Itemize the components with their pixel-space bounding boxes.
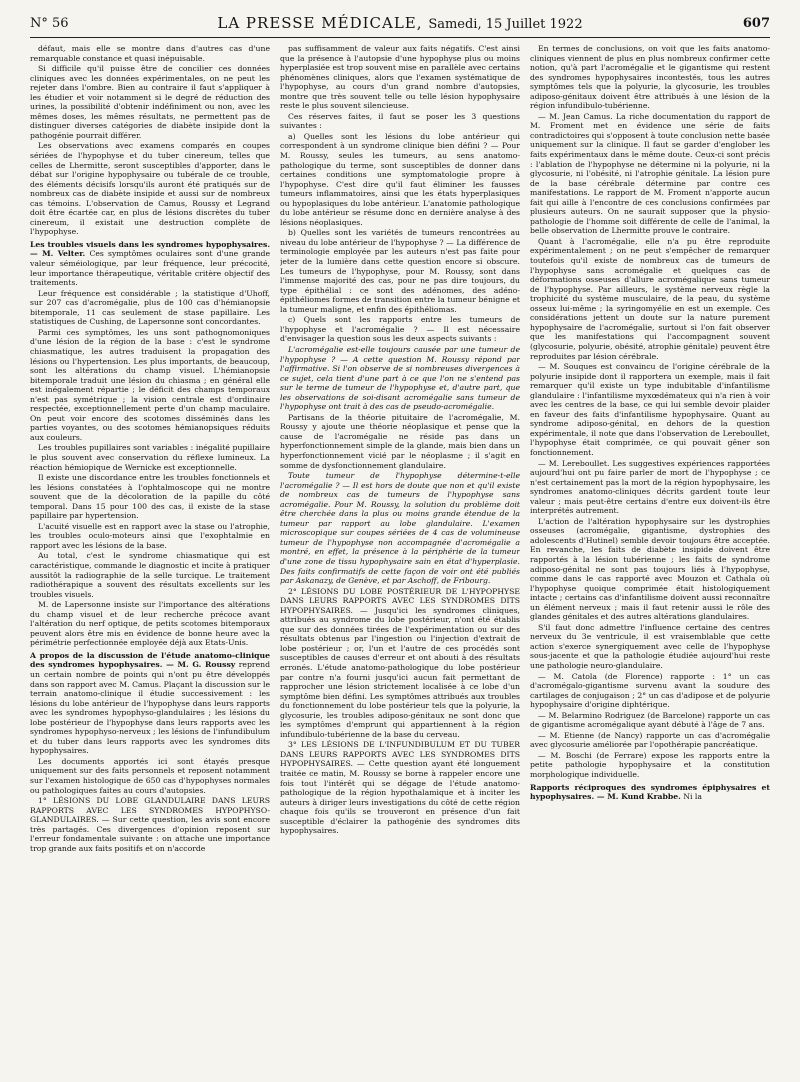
paragraph: Partisans de la théorie pituitaire de l'acromégalie, M. Roussy y ajoute une théorie néoplasique et pense que la cause de l'acromégalie ne réside pas dans un hyperfonctionnement simple de la glande, mais bien dans un hyperfonctionnement vicié par le néoplasme ; il s'agit en somme de dysfonctionnement glandulaire. bbox=[280, 412, 520, 470]
paragraph: Il existe une discordance entre les troubles fonctionnels et les lésions constatées à l'ophtalmoscope qui ne montre souvent que de la décoloration de la papille du côté temporal. Dans 15 pour 100 des cas, il existe de la stase papillaire par hypertension. bbox=[30, 473, 270, 521]
issue-number: N° 56 bbox=[30, 16, 69, 31]
section-text: reprend un certain nombre de points qui n'ont pu être développés dans son rapport avec M. Camus. Plaçant la discussion sur le terrain anatomo-clinique il étudie successivement : les lésions du lobe antérieur de l'hypophyse dans leurs rapports avec les syndromes hypophyso-glandulaires ; les lésions du lobe postérieur de l'hypophyse dans leurs rapports avec les syndromes hypophyso-nerveux ; les lésions de l'infundibulum et du tuber dans leurs rapports avec les syndromes dits hypophysaires. bbox=[30, 660, 270, 756]
paragraph: — M. Belarmino Rodriguez (de Barcelone) rapporte un cas de gigantisme acromégalique ayant débuté à l'âge de 7 ans. bbox=[530, 710, 770, 730]
paragraph: — M. Etienne (de Nancy) rapporte un cas d'acromégalie avec glycosurie améliorée par l'opothérapie pancréatique. bbox=[530, 730, 770, 750]
section-paragraph bbox=[30, 240, 270, 288]
column-1 bbox=[30, 44, 270, 1074]
paragraph: défaut, mais elle se montre dans d'autres cas d'une remarquable constance et quasi inépuisable. bbox=[30, 44, 270, 63]
paragraph: Les observations avec examens comparés en coupes sériées de l'hypophyse et du tuber cinereum, telles que celles de Lhermitte, seront susceptibles d'apporter, dans le débat sur l'origine hypophysaire ou tubérale de ce trouble, des éléments décisifs lorsqu'ils auront été pratiqués sur de nombreux cas de diabète insipide et aussi sur de nombreux cas témoins. L'observation de Camus, Roussy et Legrand doit être écartée car, en plus de lésions discrètes du tuber cinereum, il existait une destruction complète de l'hypophyse. bbox=[30, 141, 270, 237]
section-paragraph bbox=[530, 783, 770, 802]
paragraph: Leur fréquence est considérable ; la statistique d'Uhoff, sur 207 cas d'acromégalie, plus de 100 cas d'hémianopsie bitemporale, 11 cas seulement de stase papillaire. Les statistiques de Cushing, de Lapersonne sont concordantes. bbox=[30, 288, 270, 327]
paragraph: 3° LES LÉSIONS DE L'INFUNDIBULUM ET DU TUBER DANS LEURS RAPPORTS AVEC LES SYNDROMES DITS HYPOPHYSAIRES. — Cette question ayant été longuement traitée ce matin, M. Roussy se borne à rappeler encore une fois tout l'intérêt qui se dégage de l'étude anatomo-pathologique de la région hypothalamique et à inciter les auteurs à diriger leurs investigations du côté de cette région chaque fois qu'ils se trouveront en présence d'un fait susceptible d'éclairer la pathogénie des syndromes dits hypophysaires. bbox=[280, 740, 520, 836]
section-text: Ces symptômes oculaires sont d'une grande valeur séméiologique, par leur fréquence, leur précocité, leur importance thérapeutique, véritable critère objectif des traitements. bbox=[30, 249, 270, 288]
text-columns bbox=[30, 44, 770, 1074]
paragraph: — M. Lereboullet. Les suggestives expériences rapportées aujourd'hui ont pu faire parler de mort de l'hypophyse ; ce n'est certainement pas la mort de la région hypophysaire, les syndromes anatomo-cliniques décrits gardent toute leur valeur ; mais peut-être certains d'entre eux doivent-ils être interprétés autrement. bbox=[530, 458, 770, 516]
paragraph: Toute tumeur de l'hypophyse détermine-t-elle l'acromégalie ? — Il est hors de doute que non et qu'il existe de nombreux cas de tumeurs de l'hypophyse sans acromégalie. Pour M. Roussy, la solution du problème doit être cherchée dans la plus ou moins grande étendue de la tumeur par rapport au lobe glandulaire. L'examen microscopique sur coupes sériées de 4 cas de volumineuse tumeur de l'hypophyse non accompagnée d'acromégalie a montré, en effet, la présence à la périphérie de la tumeur d'une zone de tissu hypophysaire sain en état d'hyperplasie. Des faits confirmatifs de cette façon de voir ont été publiés par Askanazy, de Genève, et par Aschoff, de Fribourg. bbox=[280, 471, 520, 586]
masthead bbox=[30, 12, 770, 38]
section-title: Les troubles visuels dans les syndromes hypophysaires. — M. Velter. bbox=[30, 239, 270, 259]
paragraph: Les documents apportés ici sont étayés presque uniquement sur des faits personnels et reposent notamment sur l'examen histologique de 650 cas d'hypophyses normales ou pathologiques faites au cours d'autopsies. bbox=[30, 756, 270, 795]
paragraph: Les troubles pupillaires sont variables : inégalité pupillaire le plus souvent avec conservation du réflexe lumineux. La réaction hémiopique de Wernicke est exceptionnelle. bbox=[30, 443, 270, 472]
paragraph: b) Quelles sont les variétés de tumeurs rencontrées au niveau du lobe antérieur de l'hypophyse ? — La différence de terminologie employée par les auteurs n'est pas faite pour jeter de la lumière dans cette question encore si obscure. Les tumeurs de l'hypophyse, pour M. Roussy, sont dans l'immense majorité des cas, pour ne pas dire toujours, du type épithélial : ce sont des adénomes, des adéno-épithéliomes formes de transition entre la tumeur bénigne et la tumeur maligne, et enfin des épithéliomas. bbox=[280, 228, 520, 314]
paragraph: — M. Souques est convaincu de l'origine cérébrale de la polyurie insipide dont il rapportera un exemple, mais il fait remarquer qu'il existe un type indubitable d'infantilisme glandulaire : l'infantilisme myxœdémateux qui n'a rien à voir avec les centres de la base, ce qui lui semble devoir plaider en faveur des faits d'infantilisme hypophysaire. Quant au syndrome adiposo-génital, en dehors de la question expérimentale, il note que dans l'observation de Lereboullet, l'hypophyse était comprimée, ce qui pouvait gêner son fonctionnement. bbox=[530, 362, 770, 457]
paragraph: L'acuité visuelle est en rapport avec la stase ou l'atrophie, les troubles oculo-moteurs ainsi que l'exophtalmie en rapport avec les lésions de la base. bbox=[30, 521, 270, 550]
paragraph: Quant à l'acromégalie, elle n'a pu être reproduite expérimentalement ; on ne peut s'empêcher de remarquer toutefois qu'il existe de nombreux cas de tumeurs de l'hypophyse sans acromégalie et quelques cas de déformations osseuses d'allure acromégalique sans tumeur de l'hypophyse. Par ailleurs, le système nerveux règle la trophicité du système musculaire, de la peau, du système osseux lui-même ; la syringomyélie en est un exemple. Ces considérations jettent un doute sur la nature purement hypophysaire de l'acromégalie, surtout si l'on fait observer que les manifestations qui l'accompagnent souvent (glycosurie, polyurie, obésité, atrophie génitale) peuvent être reproduites par lésion cérébrale. bbox=[530, 236, 770, 361]
journal-title bbox=[30, 14, 770, 32]
issue-date: Samedi, 15 Juillet 1922 bbox=[428, 17, 583, 32]
section-title: Rapports réciproques des syndromes épiphysaires et hypophysaires. — M. Kund Krabbe. bbox=[530, 782, 770, 802]
paragraph: Au total, c'est le syndrome chiasmatique qui est caractéristique, commande le diagnostic et incite à pratiquer aussitôt la radiographie de la selle turcique. Le traitement radiothérapique a souvent des résultats excellents sur les troubles visuels. bbox=[30, 551, 270, 599]
page-number: 607 bbox=[742, 16, 770, 31]
paragraph: — M. Boschi (de Ferrare) expose les rapports entre la petite pathologie hypophysaire et la constitution morphologique individuelle. bbox=[530, 750, 770, 780]
section-paragraph bbox=[30, 651, 270, 756]
paragraph: L'acromégalie est-elle toujours causée par une tumeur de l'hypophyse ? — A cette question M. Roussy répond par l'affirmative. Si l'on observe de si nombreuses divergences à ce sujet, cela tient d'une part à ce que l'on ne s'entend pas sur le terme de tumeur de l'hypophyse et, d'autre part, que les observations de soi-disant acromégalie sans tumeur de l'hypophyse ont trait à des cas de pseudo-acromégalie. bbox=[280, 344, 520, 412]
section-title: A propos de la discussion de l'étude anatomo-clinique des syndromes hypophysaires. — M. G. Roussy bbox=[30, 650, 270, 670]
paragraph: 1° LÉSIONS DU LOBE GLANDULAIRE DANS LEURS RAPPORTS AVEC LES SYNDROMES HYPOPHYSO-GLANDULAIRES. — Sur cette question, les avis sont encore très partagés. Ces divergences d'opinion reposent sur l'erreur fondamentale suivante : on attache une importance trop grande aux faits positifs et on n'accorde bbox=[30, 796, 270, 853]
paragraph: c) Quels sont les rapports entre les tumeurs de l'hypophyse et l'acromégalie ? — Il est nécessaire d'envisager la question sous les deux aspects suivants : bbox=[280, 315, 520, 344]
journal-name: LA PRESSE MÉDICALE, bbox=[217, 14, 423, 32]
paragraph: pas suffisamment de valeur aux faits négatifs. C'est ainsi que la présence à l'autopsie d'une hypophyse plus ou moins hyperplasiée est trop souvent mise en parallèle avec certains phénomènes cliniques, alors que l'examen systématique de l'hypophyse, au cours d'un grand nombre d'autopsies, montre que très souvent telle ou telle lésion hypophysaire reste le plus souvent silencieuse. bbox=[280, 44, 520, 111]
paragraph: 2° LÉSIONS DU LOBE POSTÉRIEUR DE L'HYPOPHYSE DANS LEURS RAPPORTS AVEC LES SYNDROMES DITS HYPOPHYSAIRES. — Jusqu'ici les syndromes cliniques, attribués au syndrome du lobe postérieur, n'ont été établis que sur des données tirées de l'expérimentation ou sur des résultats obtenus par l'ingestion ou l'injection d'extrait de lobe postérieur ; or, l'un et l'autre de ces procédés sont susceptibles de causes d'erreur et ont abouti à des résultats erronés. L'étude anatomo-pathologique du lobe postérieur par contre n'a fourni jusqu'ici aucun fait permettant de rapprocher une lésion strictement localisée à ce lobe d'un symptôme bien défini. Les symptômes attribués aux troubles du fonctionnement du lobe postérieur tels que la polyurie, la glycosurie, les troubles adiposo-génitaux ne sont donc que les symptômes d'emprunt qui appartiennent à la région infundibulo-tubérienne de la base du cerveau. bbox=[280, 586, 520, 739]
section-text: Ni la bbox=[683, 792, 702, 802]
paragraph: Ces réserves faites, il faut se poser les 3 questions suivantes : bbox=[280, 111, 520, 131]
paragraph: — M. Jean Camus. La riche documentation du rapport de M. Froment met en évidence une série de faits contradictoires qui s'opposent à toute conclusion nette basée uniquement sur la clinique. Il faut se garder d'englober les faits expérimentaux dans le même doute. Ceux-ci sont précis : l'ablation de l'hypophyse ne détermine ni la polyurie, ni la glycosurie, ni l'obésité, ni l'atrophie génitale. La lésion pure de la base cérébrale détermine par contre ces manifestations. Le rapport de M. Froment n'apporte aucun fait qui aille à l'encontre de ces conclusions confirmées par plusieurs auteurs. On ne saurait supposer que la physio-pathologie de l'homme soit différente de celle de l'animal, la belle observation de Lhermitte prouve le contraire. bbox=[530, 111, 770, 236]
paragraph: L'action de l'altération hypophysaire sur les dystrophies osseuses (acromégalie, gigantisme, dystrophies des adolescents d'Hutinel) semble devoir toujours être acceptée. En revanche, les faits de diabète insipide doivent être rapportés à la lésion tubérienne ; les faits de syndrome adiposo-génital ne sont pas toujours liés à l'hypophyse, comme dans le cas rapporté avec Mouzon et Cathala où l'hypophyse quoique comprimée était histologiquement intacte ; certains cas d'infantilisme doivent aussi reconnaître un élément nerveux ; mais il faut retenir aussi le rôle des glandes génitales et des autres altérations glandulaires. bbox=[530, 516, 770, 622]
paragraph: a) Quelles sont les lésions du lobe antérieur qui correspondent à un syndrome clinique bien défini ? — Pour M. Roussy, seules les tumeurs, au sens anatomo-pathologique du terme, sont susceptibles de donner dans certaines conditions une symptomatologie propre à l'hypophyse. C'est dire qu'il faut éliminer les fausses tumeurs inflammatoires, ainsi que les états hyperplasiques ou hypoplasiques du lobe antérieur. L'anatomie pathologique du lobe antérieur se résume donc en dernière analyse à des lésions néoplasiques. bbox=[280, 131, 520, 227]
column-3 bbox=[530, 44, 770, 1074]
paragraph: S'il faut donc admettre l'influence certaine des centres nerveux du 3e ventricule, il est vraisemblable que cette action s'exerce synergiquement avec celle de l'hypophyse sous-jacente et que la pathologie étudiée aujourd'hui reste une pathologie neuro-glandulaire. bbox=[530, 622, 770, 670]
column-2 bbox=[280, 44, 520, 1074]
paragraph: Si difficile qu'il puisse être de concilier ces données cliniques avec les données expérimentales, on ne peut les rejeter dans l'ombre. Bien au contraire il faut s'appliquer à les étudier et voir notamment si le degré de réduction des urines, la possibilité d'obtenir indéfiniment ou non, avec les mêmes doses, les mêmes résultats, ne permettent pas de distinguer diverses catégories de diabète insipide dont la pathogénie pourrait différer. bbox=[30, 64, 270, 140]
paragraph: Parmi ces symptômes, les uns sont pathognomoniques d'une lésion de la région de la base : c'est le syndrome chiasmatique, les autres traduisent la propagation des lésions ou l'hypertension. Les plus importants, de beaucoup, sont les altérations du champ visuel. L'hémianopsie bitemporale traduit une lésion du chiasma ; en général elle est inégalement répartie ; le déficit des champs temporaux n'est pas symétrique ; la vision centrale est d'ordinaire respectée, exceptionnellement perte d'un champ maculaire. On peut voir encore des scotomes disséminés dans les parties voyantes, ou des scotomes hémianopsiques réduits aux couleurs. bbox=[30, 327, 270, 442]
paragraph: En termes de conclusions, on voit que les faits anatomo-cliniques viennent de plus en plus nombreux confirmer cette notion, qu'à part l'acromégalie et le gigantisme qui restent des syndromes hypophysaires incontestés, tous les autres symptômes tels que la polyurie, la glycosurie, les troubles adiposo-génitaux doivent être attribués à une lésion de la région infundibulo-tubérienne. bbox=[530, 44, 770, 111]
paragraph: M. de Lapersonne insiste sur l'importance des altérations du champ visuel et de leur recherche précoce avant l'altération du nerf optique, de petits scotomes bitemporaux peuvent alors être mis en évidence de bonne heure avec la périmétrie perfectionnée employée déjà aux Etats-Unis. bbox=[30, 600, 270, 648]
paragraph: — M. Catola (de Florence) rapporte : 1° un cas d'acromégalo-gigantisme survenu avant la soudure des cartilages de conjugaison ; 2° un cas d'adipose et de polyurie hypophysaire d'origine diphtérique. bbox=[530, 671, 770, 710]
